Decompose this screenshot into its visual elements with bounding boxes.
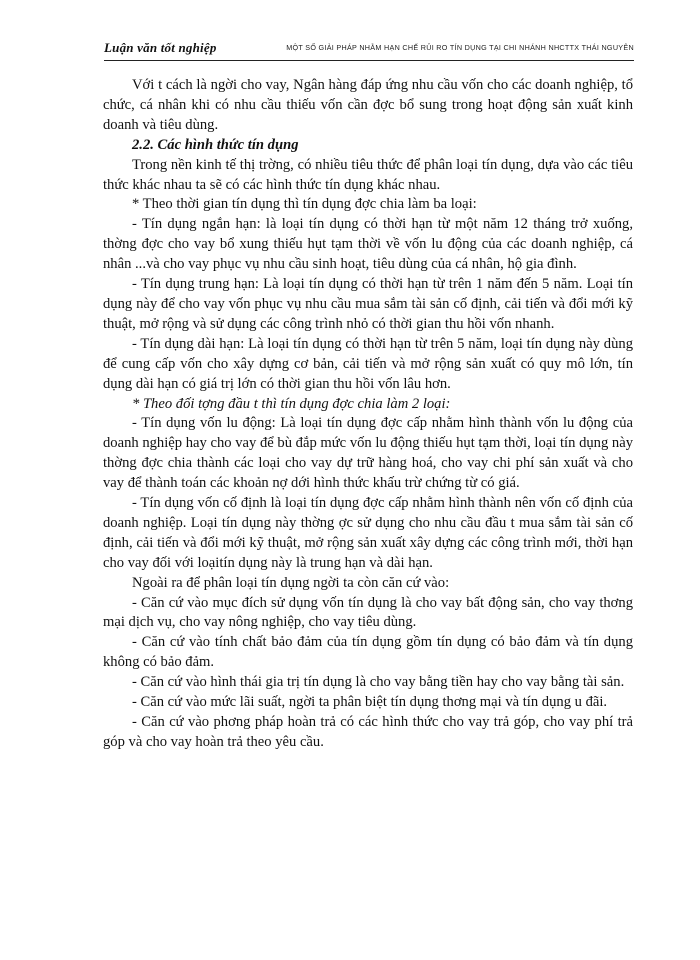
paragraph-other-bases: Ngoài ra để phân loại tín dụng ngời ta còn căn cứ vào: [132,574,450,591]
section-heading: 2.2. Các hình thức tín dụng [132,136,299,153]
document-body [103,76,633,753]
paragraph-by-repayment: - Căn cứ vào phơng pháp hoàn trả có các hình thức cho vay trả góp, cho vay phí trả góp và cho vay hoàn trả theo yêu cầu. [103,714,633,750]
paragraph-intro: Với t cách là ngời cho vay, Ngân hàng đáp ứng nhu cầu vốn cho các doanh nghiệp, tổ chức, cá nhân khi có nhu cầu thiếu vốn cần đợc bổ sung trong hoạt động sản xuất kinh doanh và tiêu dùng. [103,77,633,133]
paragraph-long-term: - Tín dụng dài hạn: Là loại tín dụng có thời hạn từ trên 5 năm, loại tín dụng này dùng để cung cấp vốn cho xây dựng cơ bản, cải tiến và mở rộng sản xuất có quy mô lớn, tín dụng dài hạn có giá trị lớn có thời gian thu hồi vốn lâu hơn. [103,335,633,392]
paragraph-medium-term: - Tín dụng trung hạn: Là loại tín dụng có thời hạn từ trên 1 năm đến 5 năm. Loại tín dụng này để cho vay vốn phục vụ nhu cầu mua sắm tài sản cố định, cải tiến và đổi mới kỹ thuật, mở rộng và sử dụng các công trình nhỏ có thời gian thu hồi vốn nhanh. [103,276,633,332]
paragraph-fixed-capital: - Tín dụng vốn cố định là loại tín dụng đợc cấp nhằm hình thành nên vốn cố định của doanh nghiệp. Loại tín dụng này thờng ợc sử dụng cho nhu cầu đầu t mua sắm tài sản cố định, cải tiến và đổi mới kỹ thuật, mở rộng sản xuất xây dựng các công trình mới, thời hạn cho vay đối với loạitín dụng này là trung hạn và dài hạn. [103,495,633,571]
paragraph-working-capital: - Tín dụng vốn lu động: Là loại tín dụng đợc cấp nhằm hình thành vốn lu động của doanh nghiệp hay cho vay để bù đắp mức vốn lu động thiếu hụt tạm thời, loại tín dụng này thờng đợc chia thành các loại cho vay dự trữ hàng hoá, cho vay chi phí sản xuất và cho vay để thành toán các khoản nợ dới hình thức khấu trừ chứng từ có giá. [103,415,633,492]
paragraph-by-value-form: - Căn cứ vào hình thái gia trị tín dụng là cho vay bằng tiền hay cho vay bằng tài sản. [132,674,625,691]
paragraph-short-term: - Tín dụng ngắn hạn: là loại tín dụng có thời hạn từ một năm 12 tháng trở xuống, thờng đợc cho vay bổ xung thiếu hụt tạm thời về vốn lu động của các doanh nghiệp, cá nhân ...và cho vay phục vụ nhu cầu sinh hoạt, tiêu dùng của cá nhân, hộ gia đình. [103,216,633,273]
paragraph-by-interest-rate: - Căn cứ vào mức lãi suất, ngời ta phân biệt tín dụng thơng mại và tín dụng u đãi. [132,694,608,711]
paragraph-classification: Trong nền kinh tế thị trờng, có nhiều tiêu thức để phân loại tín dụng, dựa vào các tiêu thức khác nhau ta sẽ có các hình thức tín dụng khác nhau. [103,156,633,193]
header-thesis-label: Luận văn tốt nghiệp [104,40,217,55]
paragraph-by-collateral: - Căn cứ vào tính chất bảo đảm của tín dụng gồm tín dụng có bảo đảm và tín dụng không có bảo đảm. [103,634,633,671]
header-divider [104,60,634,61]
paragraph-by-term: * Theo thời gian tín dụng thì tín dụng đợc chia làm ba loại: [132,196,477,213]
paragraph-by-investment-object: * Theo đối tợng đầu t thì tín dụng đợc chia làm 2 loại: [132,395,451,412]
paragraph-by-purpose: - Căn cứ vào mục đích sử dụng vốn tín dụng là cho vay bất động sản, cho vay thơng mại dịch vụ, cho vay nông nghiệp, cho vay tiêu dùng. [103,594,633,631]
page-header [104,40,634,60]
header-document-title: MỘT SỐ GIẢI PHÁP NHẰM HẠN CHẾ RỦI RO TÍN DỤNG TẠI CHI NHÁNH NHCTTX THÁI NGUYÊN [286,43,634,52]
